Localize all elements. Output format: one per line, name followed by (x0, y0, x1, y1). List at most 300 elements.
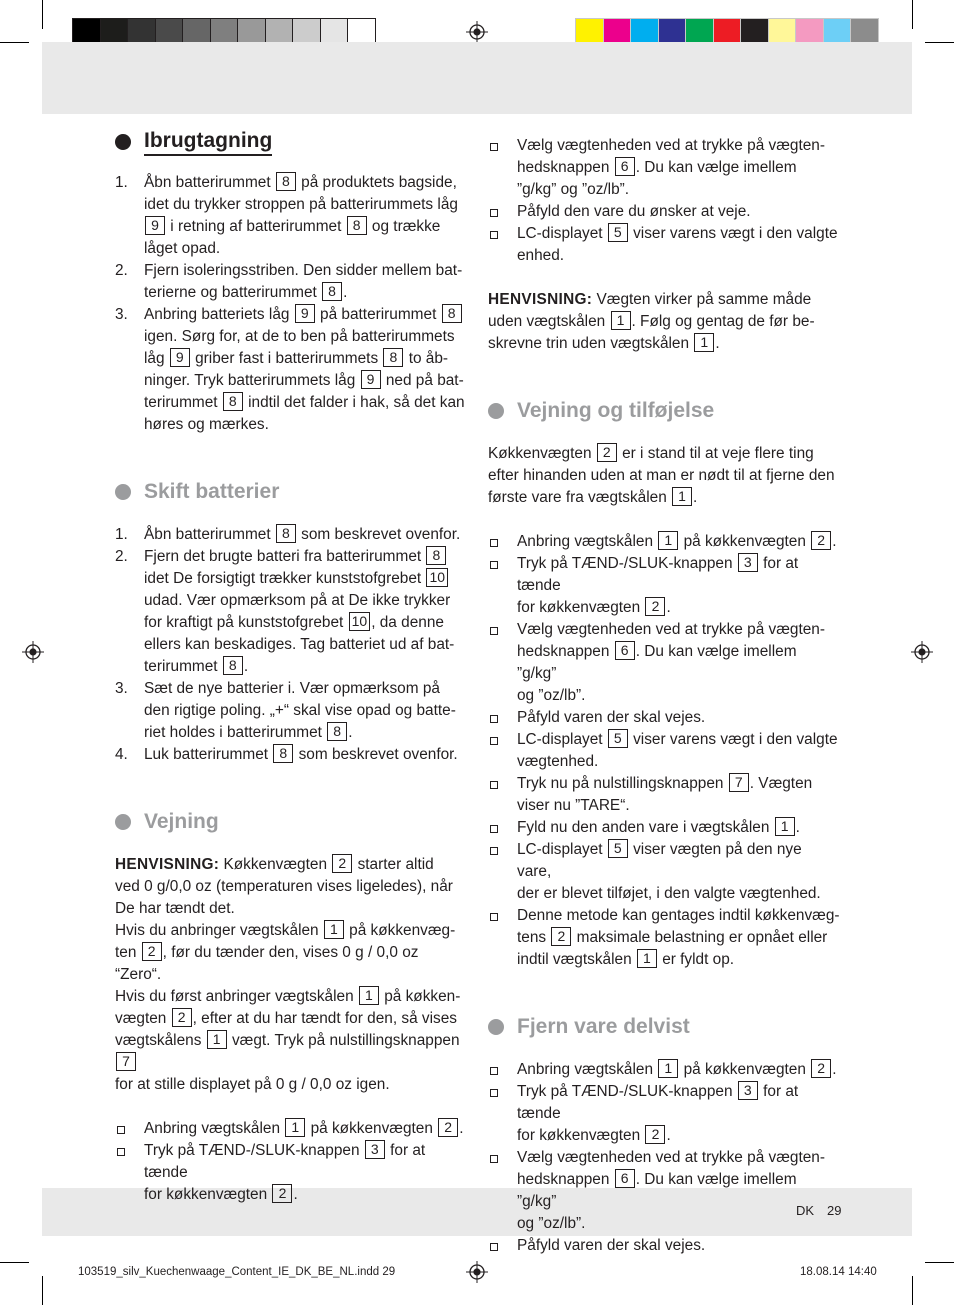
text: . (666, 599, 671, 616)
page-number: 29 (827, 1203, 842, 1218)
list-item (488, 773, 840, 817)
text: LC-displayet (517, 841, 607, 858)
text-line (144, 634, 467, 656)
part-ref: 9 (361, 370, 381, 389)
text: , efter at du har tændt for den, så vises (192, 1010, 457, 1027)
checkbox-bullet-icon (490, 231, 498, 239)
text-line (488, 289, 840, 311)
text: Fyld nu den anden vare i vægtskålen (517, 819, 774, 836)
text-line (115, 1030, 467, 1074)
text: viser vægten på den nye vare, (517, 841, 802, 880)
registration-mark-icon (911, 641, 933, 663)
text-line (517, 245, 840, 267)
text: Påfyld den vare du ønsker at veje. (517, 203, 751, 220)
part-ref: 8 (276, 172, 296, 191)
text: . Du kan vælge imellem ”g/kg” (517, 643, 797, 682)
text-line (517, 553, 840, 597)
text-line (144, 656, 467, 678)
text: og trække (367, 218, 441, 235)
list-item (115, 524, 467, 546)
checkbox-bullet-icon (117, 1148, 125, 1156)
text: og ”oz/lb”. (517, 1215, 586, 1232)
text-line (115, 898, 467, 920)
part-ref: 7 (116, 1052, 136, 1071)
text: Fjern det brugte batteri fra batterirummet (144, 548, 426, 565)
text: to åb- (404, 350, 449, 367)
part-ref: 9 (145, 216, 165, 235)
text: der er blevet tilføjet, i den valgte vægtenhed. (517, 885, 821, 902)
list-item (115, 1140, 467, 1206)
part-ref: 8 (327, 722, 347, 741)
list-item (115, 260, 467, 304)
section-heading (115, 128, 467, 156)
text-line (517, 817, 840, 839)
text: viser nu ”TARE“. (517, 797, 630, 814)
part-ref: 2 (811, 1059, 831, 1078)
text: . Du kan vælge imellem ”g/kg” (517, 1171, 797, 1210)
text: i retning af batterirummet (166, 218, 346, 235)
text: på køkkenvæg- (344, 922, 456, 939)
text: idet du trykker stroppen på batterirummets låg (144, 196, 458, 213)
text-line (517, 1125, 840, 1147)
part-ref: 8 (442, 304, 462, 323)
part-ref: 1 (324, 920, 344, 939)
header-band (42, 42, 912, 114)
list-item (488, 619, 840, 707)
part-ref: 3 (738, 1081, 758, 1100)
text: på køkkenvægten (679, 1061, 811, 1078)
step-number: 3. (115, 306, 128, 323)
text-line (144, 568, 467, 590)
text: vægt. Tryk på nulstillingsknappen (227, 1032, 460, 1049)
part-ref: 3 (738, 553, 758, 572)
text: terirummet (144, 394, 222, 411)
list-item (488, 1081, 840, 1147)
part-ref: 1 (207, 1030, 227, 1049)
section-vejning (115, 806, 467, 1206)
text: ned på bat- (381, 372, 464, 389)
text: Tryk på TÆND-/SLUK-knappen (144, 1142, 364, 1159)
list-item (115, 678, 467, 744)
step-number: 1. (115, 174, 128, 191)
checkbox-bullet-icon (490, 561, 498, 569)
checkbox-bullet-icon (490, 1089, 498, 1097)
section-heading (115, 476, 467, 508)
text: på produktets bagside, (296, 174, 457, 191)
text-line (517, 201, 840, 223)
checkbox-bullet-icon (490, 825, 498, 833)
section-fjern-vare-delvist (488, 1011, 840, 1257)
checkbox-bullet-icon (490, 737, 498, 745)
step-number: 4. (115, 746, 128, 763)
part-ref: 7 (729, 773, 749, 792)
text: Anbring batteriets låg (144, 306, 294, 323)
text: Tryk nu på nulstillingsknappen (517, 775, 728, 792)
text: høres og mærkes. (144, 416, 269, 433)
text: . Vægten (749, 775, 813, 792)
part-ref: 2 (645, 597, 665, 616)
text-line (115, 920, 467, 942)
text: Anbring vægtskålen (144, 1120, 285, 1137)
part-ref: 3 (365, 1140, 385, 1159)
text: ”g/kg” og ”oz/lb”. (517, 181, 630, 198)
text-line (517, 729, 840, 751)
text-line (517, 883, 840, 905)
bullet-list (488, 135, 840, 267)
text: vægtenhed. (517, 753, 599, 770)
text: LC-displayet (517, 225, 607, 242)
text-line (488, 333, 840, 355)
text: Luk batterirummet (144, 746, 273, 763)
text-line (517, 1081, 840, 1125)
section-heading (488, 1011, 840, 1043)
text-line (517, 1059, 840, 1081)
list-item (488, 729, 840, 773)
text: . (243, 658, 249, 675)
text: terierne og batterirummet (144, 284, 322, 301)
text-line (144, 546, 467, 568)
text: Vælg vægtenheden ved at trykke på vægten- (517, 137, 825, 154)
heading-text: Skift batterier (144, 480, 280, 503)
text-line (115, 1008, 467, 1030)
text: på batterirummet (315, 306, 441, 323)
text-line (144, 370, 467, 392)
list-item (488, 707, 840, 729)
checkbox-bullet-icon (490, 781, 498, 789)
text: skrevne trin uden vægtskålen (488, 335, 694, 352)
slug-date: 18.08.14 14:40 (800, 1266, 877, 1278)
checkbox-bullet-icon (490, 1155, 498, 1163)
bullet-dot-icon (488, 403, 504, 419)
text: den rigtige poling. „+“ skal vise opad og batte- (144, 702, 456, 719)
heading-text: Vejning (144, 810, 219, 833)
text-line (115, 854, 467, 876)
text-line (517, 597, 840, 619)
checkbox-bullet-icon (490, 627, 498, 635)
left-column (115, 128, 467, 1206)
text-line (517, 531, 840, 553)
text-line (517, 773, 840, 795)
text: enhed. (517, 247, 565, 264)
text: for at stille displayet på 0 g / 0,0 oz igen. (115, 1076, 390, 1093)
part-ref: 9 (295, 304, 315, 323)
text: udad. Vær opmærksom på at De ikke trykker (144, 592, 451, 609)
text: . (666, 1127, 671, 1144)
part-ref: 10 (426, 568, 448, 587)
bullet-dot-icon (488, 1019, 504, 1035)
part-ref: 1 (658, 1059, 678, 1078)
text: Tryk på TÆND-/SLUK-knappen (517, 555, 737, 572)
text: Anbring vægtskålen (517, 533, 658, 550)
list-item (488, 839, 840, 905)
text: . (795, 819, 800, 836)
text-line (144, 1140, 467, 1184)
text: Påfyld varen der skal vejes. (517, 709, 706, 726)
part-ref: 10 (349, 612, 371, 631)
text: Hvis du anbringer vægtskålen (115, 922, 323, 939)
list-item (488, 201, 840, 223)
list-item (488, 1235, 840, 1257)
part-ref: 5 (608, 839, 628, 858)
list-item (488, 531, 840, 553)
text: LC-displayet (517, 731, 607, 748)
checkbox-bullet-icon (490, 847, 498, 855)
part-ref: 2 (172, 1008, 192, 1027)
text-line (488, 443, 840, 465)
text-line (517, 927, 840, 949)
bullet-list (115, 1118, 467, 1206)
text-line (144, 414, 467, 436)
text: . (343, 284, 348, 301)
text-line (517, 685, 840, 707)
heading-text: Ibrugtagning (144, 128, 272, 156)
text: Anbring vægtskålen (517, 1061, 658, 1078)
text-line (517, 1169, 840, 1213)
part-ref: 8 (383, 348, 403, 367)
text-line (517, 949, 840, 971)
text-line (517, 223, 840, 245)
text: terirummet (144, 658, 222, 675)
note-label: HENVISNING: (488, 291, 593, 308)
text-line (517, 179, 840, 201)
step-number: 2. (115, 548, 128, 565)
text: for at tænde (517, 1083, 799, 1122)
text: første vare fra vægtskålen (488, 489, 672, 506)
list-item (115, 172, 467, 260)
text: idet De forsigtigt trækker kunststofgrebet (144, 570, 426, 587)
text: . (293, 1186, 298, 1203)
text-line (517, 1147, 840, 1169)
text: ved 0 g/0,0 oz (temperaturen vises ligeledes), når (115, 878, 453, 895)
part-ref: 9 (170, 348, 190, 367)
section-skift-batterier (115, 476, 467, 766)
part-ref: 5 (608, 223, 628, 242)
section-vejning-og-tilfojelse (488, 395, 840, 971)
step-number: 3. (115, 680, 128, 697)
text-line (517, 751, 840, 773)
part-ref: 1 (775, 817, 795, 836)
text: Hvis du først anbringer vægtskålen (115, 988, 358, 1005)
text-line (517, 1235, 840, 1257)
text: griber fast i batterirummets (190, 350, 383, 367)
text: som beskrevet ovenfor. (296, 526, 461, 543)
text: . (459, 1120, 464, 1137)
text: viser varens vægt i den valgte (628, 225, 838, 242)
checkbox-bullet-icon (490, 1243, 498, 1251)
text: som beskrevet ovenfor. (294, 746, 458, 763)
text: på køkken- (379, 988, 461, 1005)
text: vægtskålens (115, 1032, 206, 1049)
text: ninger. Tryk batterirummets låg (144, 372, 360, 389)
part-ref: 1 (637, 949, 657, 968)
text: De har tændt det. (115, 900, 235, 917)
text: Åbn batterirummet (144, 174, 275, 191)
slug-filename: 103519_silv_Kuechenwaage_Content_IE_DK_BE_NL.indd 29 (78, 1266, 396, 1278)
list-item (488, 553, 840, 619)
text-line (517, 641, 840, 685)
text: Vælg vægtenheden ved at trykke på vægten- (517, 621, 825, 638)
text: . (693, 489, 698, 506)
part-ref: 1 (611, 311, 631, 330)
text-line (517, 1213, 840, 1235)
text-line (115, 986, 467, 1008)
text-line (144, 238, 467, 260)
bullet-dot-icon (115, 484, 131, 500)
text: Fjern isoleringsstriben. Den sidder mellem bat- (144, 262, 463, 279)
text-line (144, 744, 467, 766)
heading-text: Fjern vare delvist (517, 1015, 690, 1038)
list-item (115, 304, 467, 436)
text-line (517, 619, 840, 641)
registration-mark-icon (466, 21, 488, 43)
step-number: 2. (115, 262, 128, 279)
checkbox-bullet-icon (490, 1067, 498, 1075)
text: hedsknappen (517, 159, 614, 176)
registration-mark-icon (22, 641, 44, 663)
text-line (144, 282, 467, 304)
part-ref: 8 (347, 216, 367, 235)
text: Køkkenvægten (219, 856, 332, 873)
text: . Du kan vælge imellem (635, 159, 797, 176)
text-line (144, 590, 467, 612)
note-paragraph (115, 854, 467, 1096)
text: og ”oz/lb”. (517, 687, 586, 704)
list-item (115, 1118, 467, 1140)
text-line (144, 392, 467, 414)
list-item (115, 744, 467, 766)
part-ref: 2 (811, 531, 831, 550)
text: . (832, 1061, 837, 1078)
text: er i stand til at veje flere ting (617, 445, 814, 462)
text-line (144, 722, 467, 744)
text: ten (115, 944, 141, 961)
text-line (488, 487, 840, 509)
text: Vælg vægtenheden ved at trykke på vægten- (517, 1149, 825, 1166)
heading-text: Vejning og tilføjelse (517, 399, 715, 422)
text: for at tænde (517, 555, 799, 594)
part-ref: 6 (615, 157, 635, 176)
text-line (488, 465, 840, 487)
section-heading (115, 806, 467, 838)
list-item (488, 905, 840, 971)
text: , før du tænder den, vises 0 g / 0,0 oz “Zero“. (115, 944, 419, 983)
text: for køkkenvægten (517, 599, 645, 616)
text: for køkkenvægten (517, 1127, 645, 1144)
bullet-list (488, 531, 840, 971)
checkbox-bullet-icon (490, 209, 498, 217)
text: Sæt de nye batterier i. Vær opmærksom på (144, 680, 440, 697)
text: maksimale belastning er opnået eller (572, 929, 828, 946)
list-item (488, 223, 840, 267)
text: riet holdes i batterirummet (144, 724, 327, 741)
bullet-list (488, 1059, 840, 1257)
part-ref: 5 (608, 729, 628, 748)
part-ref: 2 (597, 443, 617, 462)
text: på køkkenvægten (679, 533, 811, 550)
text-line (144, 194, 467, 216)
text-line (517, 707, 840, 729)
text: , da denne (371, 614, 444, 631)
checkbox-bullet-icon (117, 1126, 125, 1134)
bullet-dot-icon (115, 814, 131, 830)
text: ellers kan beskadiges. Tag batteriet ud af bat- (144, 636, 455, 653)
text-line (144, 700, 467, 722)
text: uden vægtskålen (488, 313, 610, 330)
text: indtil vægtskålen (517, 951, 636, 968)
text: viser varens vægt i den valgte (628, 731, 838, 748)
text-line (144, 216, 467, 238)
text-line (115, 942, 467, 986)
language-code: DK (796, 1203, 815, 1218)
text: for køkkenvægten (144, 1186, 272, 1203)
text: indtil det falder i hak, så det kan (243, 394, 465, 411)
text: Påfyld varen der skal vejes. (517, 1237, 706, 1254)
section-ibrugtagning (115, 128, 467, 436)
text-line (517, 839, 840, 883)
checkbox-bullet-icon (490, 913, 498, 921)
text-line (144, 524, 467, 546)
text: for at tænde (144, 1142, 426, 1181)
text: igen. Sørg for, at de to ben på batterirummets (144, 328, 455, 345)
checkbox-bullet-icon (490, 715, 498, 723)
part-ref: 8 (223, 656, 243, 675)
text: låg (144, 350, 169, 367)
text: på køkkenvægten (306, 1120, 438, 1137)
text: . (348, 724, 353, 741)
bullet-dot-icon (115, 134, 131, 150)
text: hedsknappen (517, 1171, 614, 1188)
text-line (144, 612, 467, 634)
right-column (488, 135, 840, 1257)
steps-list (115, 524, 467, 766)
text: Denne metode kan gentages indtil køkkenvæg- (517, 907, 840, 924)
text-line (144, 1118, 467, 1140)
part-ref: 2 (142, 942, 162, 961)
part-ref: 2 (438, 1118, 458, 1137)
text: efter hinanden uden at man er nødt til at fjerne den (488, 467, 835, 484)
part-ref: 2 (332, 854, 352, 873)
text-line (115, 1074, 467, 1096)
text-line (488, 311, 840, 333)
text-line (144, 304, 467, 326)
part-ref: 2 (645, 1125, 665, 1144)
part-ref: 8 (426, 546, 446, 565)
checkbox-bullet-icon (490, 143, 498, 151)
part-ref: 1 (359, 986, 379, 1005)
list-item (488, 1059, 840, 1081)
text: . (715, 335, 720, 352)
section-heading (488, 395, 840, 427)
list-item (488, 1147, 840, 1235)
text: Køkkenvægten (488, 445, 596, 462)
checkbox-bullet-icon (490, 539, 498, 547)
step-number: 1. (115, 526, 128, 543)
note-paragraph (488, 289, 840, 355)
text-line (144, 348, 467, 370)
note-label: HENVISNING: (115, 856, 220, 873)
text: . (832, 533, 837, 550)
text: er fyldt op. (657, 951, 735, 968)
part-ref: 1 (694, 333, 714, 352)
part-ref: 1 (672, 487, 692, 506)
text-line (144, 1184, 467, 1206)
list-item (488, 817, 840, 839)
registration-mark-icon (466, 1261, 488, 1283)
text: . Følg og gentag de før be- (631, 313, 815, 330)
steps-list (115, 172, 467, 436)
part-ref: 8 (223, 392, 243, 411)
text: vægten (115, 1010, 171, 1027)
